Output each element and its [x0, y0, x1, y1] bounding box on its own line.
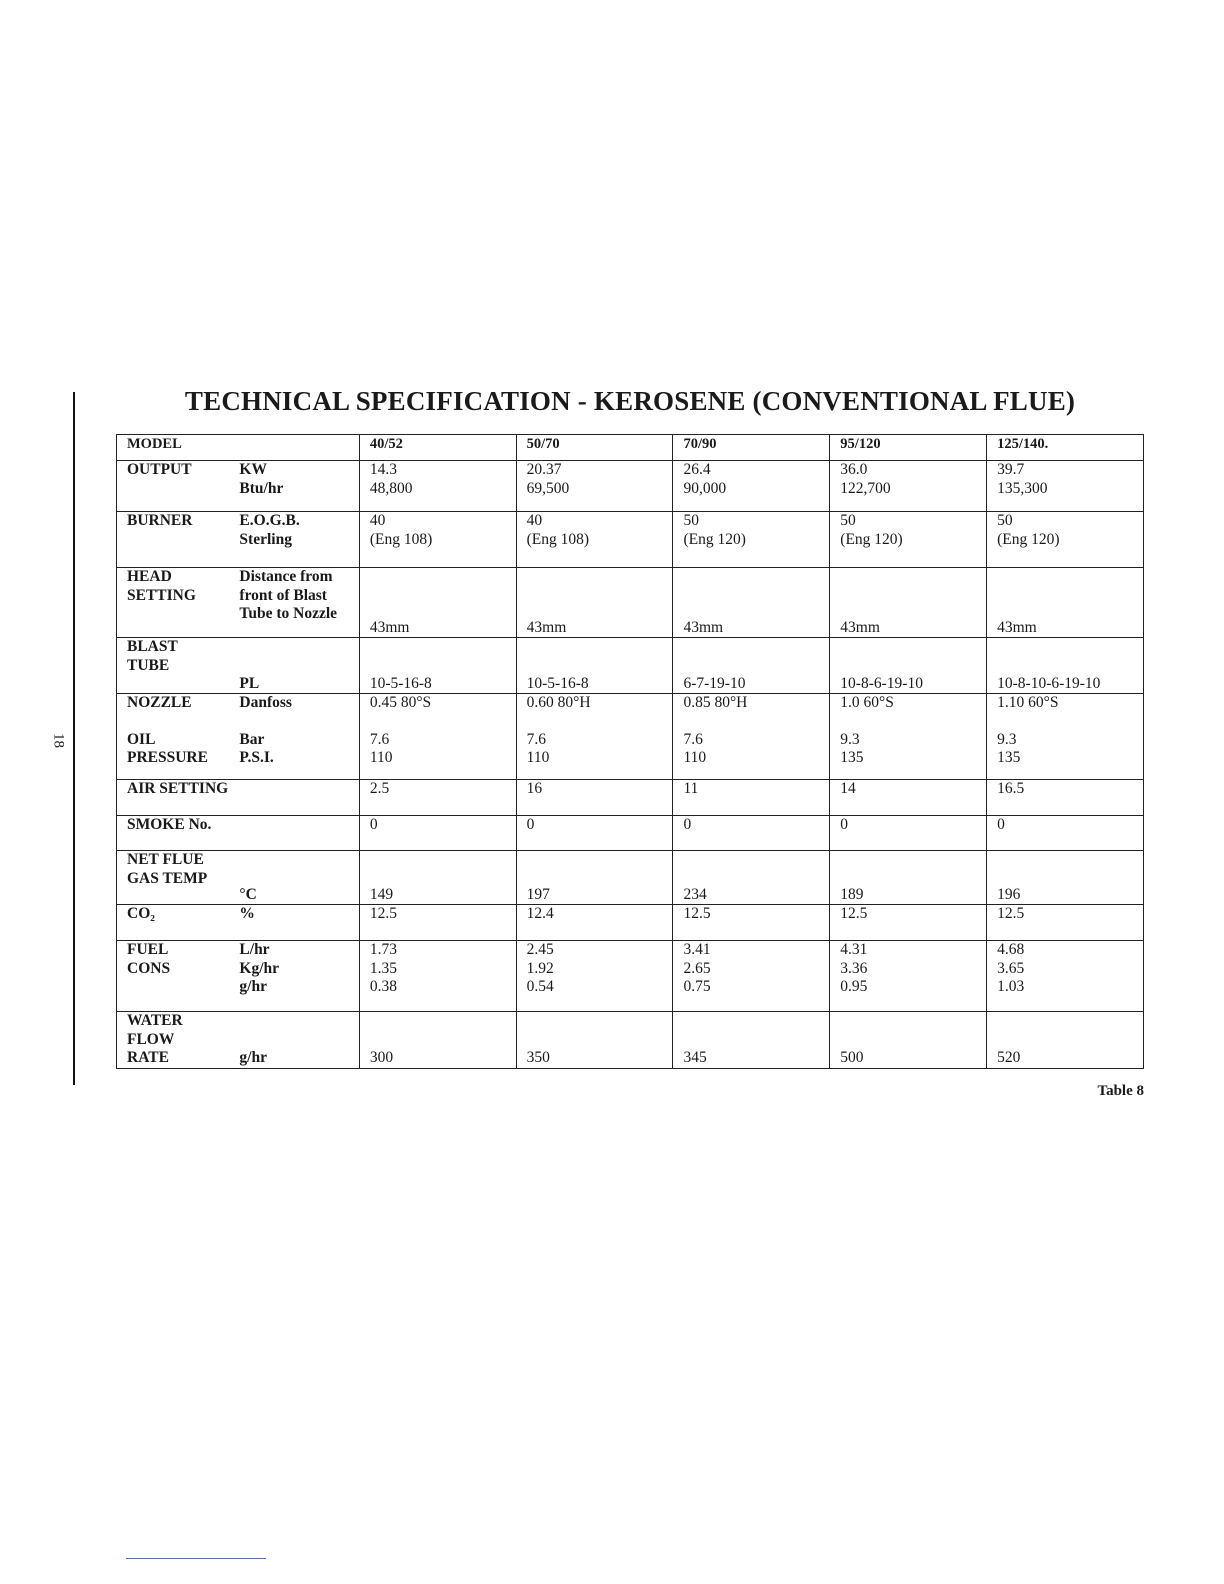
table-cell: 20.37 69,500 — [516, 461, 673, 512]
table-cell: 26.4 90,000 — [673, 461, 830, 512]
table-cell: 43mm — [673, 568, 830, 638]
table-cell: 1.0 60°S 9.3 135 — [830, 694, 987, 780]
table-cell: 0 — [673, 816, 830, 851]
table-row-blast-tube — [117, 638, 1144, 694]
table-cell: 0.45 80°S 7.6 110 — [359, 694, 516, 780]
row-label: HEAD SETTING — [117, 568, 240, 638]
table-cell: 16 — [516, 780, 673, 816]
model-label: MODEL — [117, 435, 360, 461]
footer-rule — [126, 1558, 266, 1559]
table-cell: 11 — [673, 780, 830, 816]
table-cell: 43mm — [516, 568, 673, 638]
table-cell: 12.5 — [359, 905, 516, 941]
table-row-fuel-cons — [117, 941, 1144, 1012]
table-cell: 43mm — [987, 568, 1144, 638]
table-row-co2 — [117, 905, 1144, 941]
table-cell: 2.45 1.92 0.54 — [516, 941, 673, 1012]
table-cell: 10-5-16-8 — [516, 638, 673, 694]
row-label: WATER FLOW RATE — [117, 1012, 240, 1069]
table-cell: 50 (Eng 120) — [987, 512, 1144, 568]
table-header-row — [117, 435, 1144, 461]
table-row-nozzle-oil-pressure — [117, 694, 1144, 780]
table-cell: 196 — [987, 851, 1144, 905]
table-cell: 189 — [830, 851, 987, 905]
row-unit: PL — [239, 638, 359, 694]
table-cell: 0 — [987, 816, 1144, 851]
model-header: 70/90 — [673, 435, 830, 461]
row-label: OUTPUT — [117, 461, 240, 512]
row-label: NOZZLE OIL PRESSURE — [117, 694, 240, 780]
table-cell: 14 — [830, 780, 987, 816]
table-row-head-setting — [117, 568, 1144, 638]
table-cell: 4.68 3.65 1.03 — [987, 941, 1144, 1012]
row-label: AIR SETTING — [117, 780, 360, 816]
table-row-flue-gas-temp — [117, 851, 1144, 905]
table-cell: 197 — [516, 851, 673, 905]
table-cell: 39.7 135,300 — [987, 461, 1144, 512]
table-row-output — [117, 461, 1144, 512]
row-label: BURNER — [117, 512, 240, 568]
table-row-water-flow — [117, 1012, 1144, 1069]
model-header: 125/140. — [987, 435, 1144, 461]
table-cell: 1.73 1.35 0.38 — [359, 941, 516, 1012]
model-header: 95/120 — [830, 435, 987, 461]
table-cell: 2.5 — [359, 780, 516, 816]
table-row-burner — [117, 512, 1144, 568]
table-cell: 43mm — [830, 568, 987, 638]
table-cell: 520 — [987, 1012, 1144, 1069]
row-unit: Danfoss Bar P.S.I. — [239, 694, 359, 780]
table-cell: 500 — [830, 1012, 987, 1069]
page-title: TECHNICAL SPECIFICATION - KEROSENE (CONVENTIONAL FLUE) — [184, 386, 1076, 416]
row-unit: E.O.G.B. Sterling — [239, 512, 359, 568]
row-unit: KW Btu/hr — [239, 461, 359, 512]
table-row-air-setting — [117, 780, 1144, 816]
table-cell: 6-7-19-10 — [673, 638, 830, 694]
table-cell: 149 — [359, 851, 516, 905]
table-cell: 345 — [673, 1012, 830, 1069]
table-cell: 10-8-10-6-19-10 — [987, 638, 1144, 694]
table-cell: 40 (Eng 108) — [359, 512, 516, 568]
row-label: SMOKE No. — [117, 816, 360, 851]
row-unit: °C — [239, 851, 359, 905]
table-cell: 1.10 60°S 9.3 135 — [987, 694, 1144, 780]
table-cell: 43mm — [359, 568, 516, 638]
table-cell: 40 (Eng 108) — [516, 512, 673, 568]
row-unit: % — [239, 905, 359, 941]
spec-table — [116, 434, 1144, 1069]
table-cell: 0.85 80°H 7.6 110 — [673, 694, 830, 780]
table-cell: 10-8-6-19-10 — [830, 638, 987, 694]
table-cell: 10-5-16-8 — [359, 638, 516, 694]
model-header: 40/52 — [359, 435, 516, 461]
table-cell: 0.60 80°H 7.6 110 — [516, 694, 673, 780]
table-cell: 12.5 — [673, 905, 830, 941]
table-cell: 234 — [673, 851, 830, 905]
row-unit: Distance from front of Blast Tube to Nozzle — [239, 568, 359, 638]
table-cell: 350 — [516, 1012, 673, 1069]
table-row-smoke — [117, 816, 1144, 851]
model-header: 50/70 — [516, 435, 673, 461]
table-cell: 0 — [359, 816, 516, 851]
margin-rule — [73, 392, 75, 1085]
table-caption: Table 8 — [1097, 1083, 1144, 1099]
table-cell: 50 (Eng 120) — [830, 512, 987, 568]
table-cell: 14.3 48,800 — [359, 461, 516, 512]
page-number: 18 — [50, 733, 67, 748]
table-cell: 12.5 — [830, 905, 987, 941]
table-cell: 50 (Eng 120) — [673, 512, 830, 568]
table-cell: 16.5 — [987, 780, 1144, 816]
table-cell: 0 — [830, 816, 987, 851]
row-label: CO₂ — [117, 905, 240, 941]
row-label: NET FLUE GAS TEMP — [117, 851, 240, 905]
row-label: FUEL CONS — [117, 941, 240, 1012]
table-cell: 3.41 2.65 0.75 — [673, 941, 830, 1012]
table-cell: 12.4 — [516, 905, 673, 941]
table-cell: 12.5 — [987, 905, 1144, 941]
table-cell: 4.31 3.36 0.95 — [830, 941, 987, 1012]
row-unit: g/hr — [239, 1012, 359, 1069]
table-cell: 36.0 122,700 — [830, 461, 987, 512]
row-unit: L/hr Kg/hr g/hr — [239, 941, 359, 1012]
row-label: BLAST TUBE — [117, 638, 240, 694]
table-cell: 300 — [359, 1012, 516, 1069]
table-cell: 0 — [516, 816, 673, 851]
